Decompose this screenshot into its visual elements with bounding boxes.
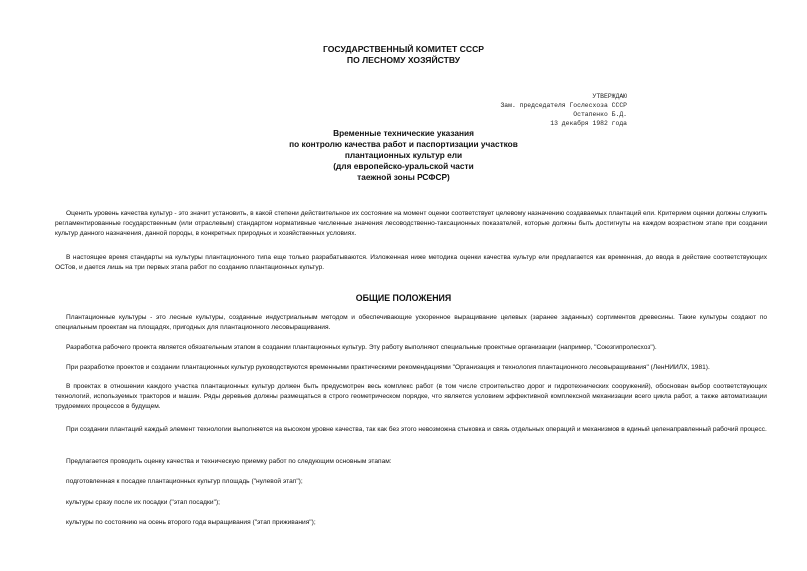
title-line: Временные технические указания [333,128,474,138]
approval-line: Зам. председателя Гослесхоза СССР [500,102,627,109]
approval-block [500,92,627,128]
committee-name [0,44,807,66]
list-item: культуры по состоянию на осень второго года выращивания ("этап приживания"); [66,519,316,526]
body-paragraph: При создании плантаций каждый элемент технологии выполняется на высоком уровне качества, так как без этого невозможна стыковка и связь отдельных операций и механизмов в единый целенаправленный рабочий процесс. [66,426,767,433]
committee-line: ГОСУДАРСТВЕННЫЙ КОМИТЕТ СССР [322,44,485,54]
body-paragraph: Плантационные культуры - это лесные культуры, созданные индустриальным методом и обеспечивающие ускоренное выращивание целевых (заранее заданных) сортиментов древесины. Такие культуры создают по специальным проектам на площадях, пригодных для плантационного лесовыращивания. [55,314,767,331]
body-paragraph: Разработка рабочего проекта является обязательным этапом в создании плантационных культур. Эту работу выполняют специальные проектные организации (например, "Союзгипролесхоз"). [66,344,657,351]
body-paragraph: Предлагается проводить оценку качества и техническую приемку работ по следующим основным этапам: [66,458,392,465]
body-paragraph: При разработке проектов и создании плантационных культур руководствуются временными практическими рекомендациями "Организация и технология плантационного лесовыращивания" (ЛенНИИЛХ, 1981). [66,364,710,371]
section-heading: ОБЩИЕ ПОЛОЖЕНИЯ [355,293,452,303]
title-line: плантационных культур ели [344,150,463,160]
document-title [0,128,807,183]
list-item: подготовленная к посадке плантационных культур площадь ("нулевой этап"); [66,478,303,485]
approval-line: Остапенко Б.Д. [573,111,627,118]
intro-paragraph: Оценить уровень качества культур - это значит установить, в какой степени действительное их состояние на момент оценки соответствует целевому назначению создаваемых плантаций ели. Критерием оценки должны служить регламентированные государственным (или отраслевым) стандартом нормативные численные значения лесоводственно-таксационных показателей, которые должны быть достигнуты на каждом возрастном этапе при создании культур данного назначения, данной породы, в конкретных природных и хозяйственных условиях. [55,210,767,237]
intro-paragraph: В настоящее время стандарты на культуры плантационного типа еще только разрабатываются. Изложенная ниже методика оценки качества культур ели предлагается как временная, до ввода в действие соответствующих ОСТов, и дается лишь на три первых этапа работ по созданию плантационных культур. [55,254,767,271]
committee-line: ПО ЛЕСНОМУ ХОЗЯЙСТВУ [346,55,461,65]
body-paragraph: В проектах в отношении каждого участка плантационных культур должен быть предусмотрен весь комплекс работ (в том числе строительство дорог и гидротехнических сооружений), обоснован выбор соответствующих технологий, используемых тракторов и машин. Ряды деревьев должны размещаться в строго геометрическом порядке, что является условием эффективной комплексной механизации всего цикла работ, а также автоматизации трудоемких процессов в будущем. [55,383,767,410]
approval-line: УТВЕРЖДАЮ [592,93,627,100]
title-line: (для европейско-уральской части [333,161,474,171]
approval-line: 13 декабря 1982 года [550,120,627,127]
title-line: таежной зоны РСФСР) [357,172,450,182]
title-line: по контролю качества работ и паспортизации участков [289,139,518,149]
list-item: культуры сразу после их посадки ("этап посадки"); [66,499,220,506]
